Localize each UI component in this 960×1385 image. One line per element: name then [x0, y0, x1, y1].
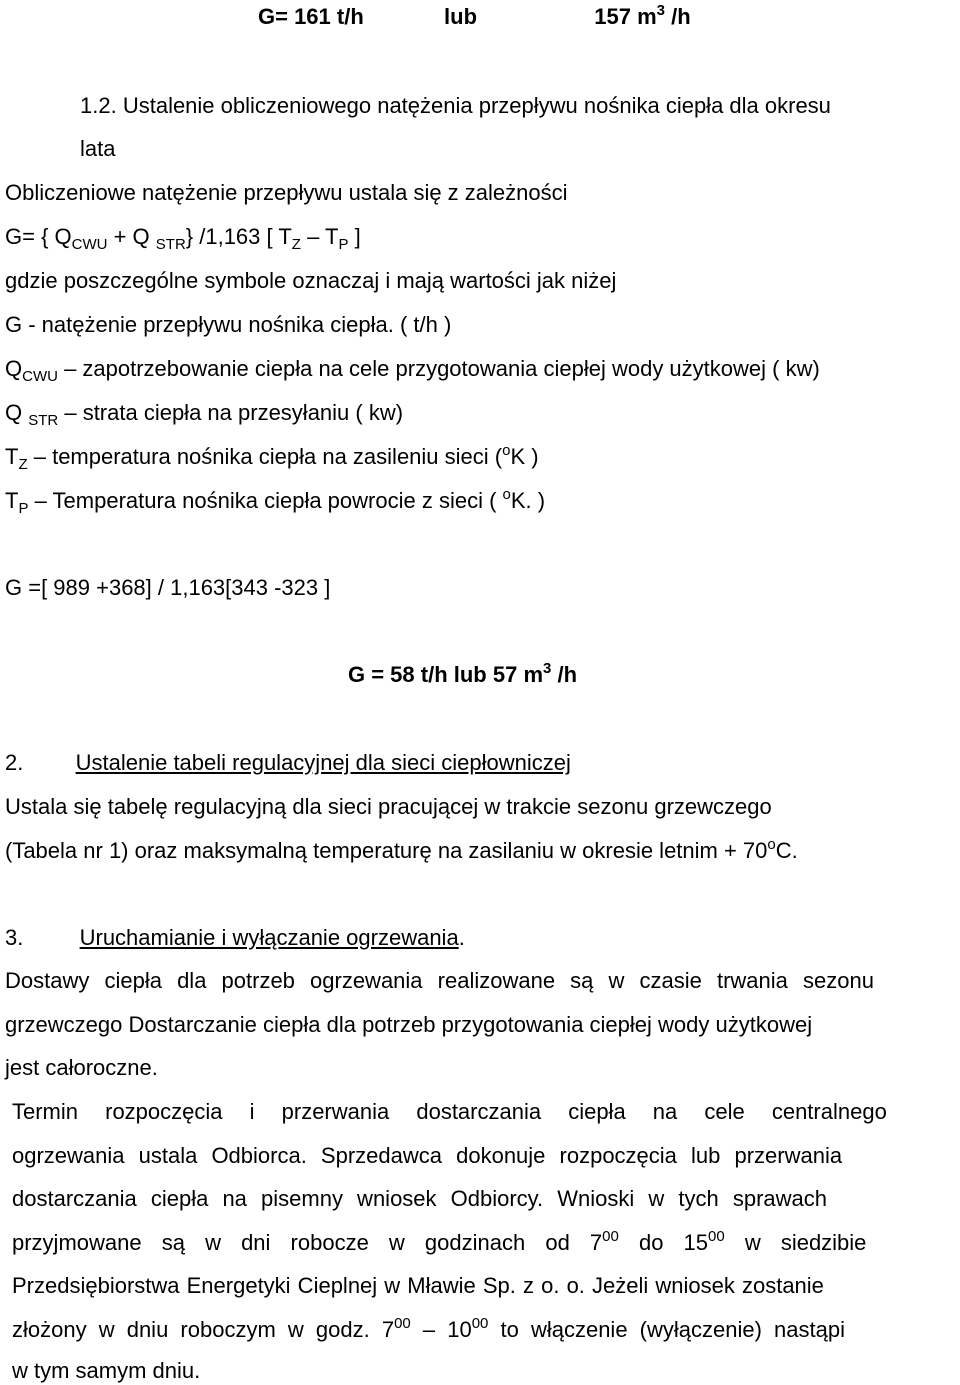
para-text: do 15 [618, 1230, 709, 1255]
formula-sub: CWU [71, 236, 108, 253]
def-symbol: T [5, 444, 19, 469]
def-sub: Z [18, 456, 28, 473]
para-text: – 10 [410, 1317, 472, 1342]
header-value: 157 m [594, 4, 657, 29]
def-symbol: Q [5, 356, 23, 381]
header-unit: /h [665, 4, 691, 29]
formula-part: – T [300, 224, 339, 249]
para2-line1: Termin rozpoczęcia i przerwania dostarczania ciepła na cele centralnego [12, 1099, 887, 1124]
formula-sub: Z [291, 236, 301, 253]
section-number: 3. [5, 925, 24, 950]
def-text: – zapotrzebowanie ciepła na cele przygotowania ciepłej wody użytkowej ( kw) [57, 356, 820, 381]
def-unit: K. ) [510, 488, 546, 513]
para1-line3: jest całoroczne. [5, 1055, 158, 1080]
def-text: – strata ciepła na przesyłaniu ( kw) [58, 400, 404, 425]
symbols-intro: gdzie poszczególne symbole oznaczaj i mają wartości jak niżej [5, 268, 617, 293]
degree-sup: o [502, 442, 511, 459]
section-2-line2 [5, 838, 798, 864]
para2-line5: Przedsiębiorstwa Energetyki Cieplnej w Mławie Sp. z o. o. Jeżeli wniosek zostanie [12, 1273, 824, 1298]
header-g: G= 161 t/h [258, 4, 364, 29]
def-symbol: T [5, 488, 19, 513]
para-text: Dostawy ciepła dla potrzeb ogrzewania realizowane są w czasie trwania sezonu [5, 968, 874, 993]
para2-line2: ogrzewania ustala Odbiorca. Sprzedawca dokonuje rozpoczęcia lub przerwania [12, 1143, 843, 1168]
def-qstr [5, 400, 404, 429]
result-unit: /h [551, 662, 578, 687]
degree-sup: o [767, 836, 776, 853]
result [348, 662, 577, 688]
para-text: przyjmowane są w dni robocze w godzinach od 7 [12, 1230, 603, 1255]
def-g: G - natężenie przepływu nośnika ciepła. ( t/h ) [5, 312, 452, 337]
section-text: C. [775, 838, 798, 863]
def-text: – Temperatura nośnika ciepła powrocie z sieci ( [28, 488, 503, 513]
def-sub: STR [28, 412, 59, 429]
section-title: Ustalenie tabeli regulacyjnej dla sieci ciepłowniczej [75, 750, 571, 775]
def-text: – temperatura nośnika ciepła na zasileniu sieci ( [27, 444, 503, 469]
calculation: G =[ 989 +368] / 1,163[343 -323 ] [5, 575, 331, 600]
formula-part: + Q [107, 224, 156, 249]
formula-sub: P [338, 236, 349, 253]
para1-line1 [5, 968, 955, 994]
header-flow-rate [258, 4, 691, 30]
def-sub: P [18, 500, 29, 517]
time-sup: 00 [394, 1315, 411, 1332]
def-tp [5, 486, 546, 517]
section-text: (Tabela nr 1) oraz maksymalną temperaturę na zasilaniu w okresie letnim + 70 [5, 838, 768, 863]
section-2-title [5, 750, 571, 776]
para2-line3: dostarczania ciepła na pisemny wniosek Odbiorcy. Wnioski w tych sprawach [12, 1186, 828, 1211]
section-1-2-title-line2: lata [80, 136, 116, 161]
section-3-title [5, 925, 465, 951]
para1-line2: grzewczego Dostarczanie ciepła dla potrzeb przygotowania ciepłej wody użytkowej [5, 1012, 813, 1037]
def-symbol: Q [5, 400, 29, 425]
formula-sub: STR [155, 236, 186, 253]
section-number: 1.2. [80, 93, 117, 118]
intro-text: Obliczeniowe natężenie przepływu ustala się z zależności [5, 180, 568, 205]
header-lub: lub [444, 4, 478, 29]
section-1-2-title [80, 93, 831, 119]
time-sup: 00 [471, 1315, 489, 1332]
para-text: to włączenie (wyłączenie) nastąpi [488, 1317, 845, 1342]
formula-part: } /1,163 [ T [185, 224, 292, 249]
para-text: złożony w dniu roboczym w godz. 7 [12, 1317, 395, 1342]
result-value: G = 58 t/h lub 57 m [348, 662, 544, 687]
def-unit: K ) [510, 444, 539, 469]
section-number: 2. [5, 750, 24, 775]
time-sup: 00 [708, 1228, 725, 1245]
para2-line4 [12, 1230, 866, 1256]
section-2-line1: Ustala się tabelę regulacyjną dla sieci pracującej w trakcie sezonu grzewczego [5, 794, 772, 819]
header-sup: 3 [656, 2, 666, 19]
def-qcwu [5, 356, 820, 385]
def-sub: CWU [22, 368, 58, 385]
degree-sup: o [502, 486, 511, 503]
def-tz [5, 442, 539, 473]
section-title: Uruchamianie i wyłączanie ogrzewania [79, 925, 459, 950]
formula-part: ] [348, 224, 361, 249]
time-sup: 00 [602, 1228, 619, 1245]
para2-line6 [12, 1317, 845, 1343]
result-sup: 3 [543, 660, 552, 677]
formula-part: G= { Q [5, 224, 72, 249]
formula [5, 224, 361, 253]
section-dot: . [458, 925, 465, 950]
section-title-line1: Ustalenie obliczeniowego natężenia przepływu nośnika ciepła dla okresu [122, 93, 831, 118]
para2-line7: w tym samym dniu. [12, 1358, 201, 1383]
para-text: w siedzibie [724, 1230, 867, 1255]
